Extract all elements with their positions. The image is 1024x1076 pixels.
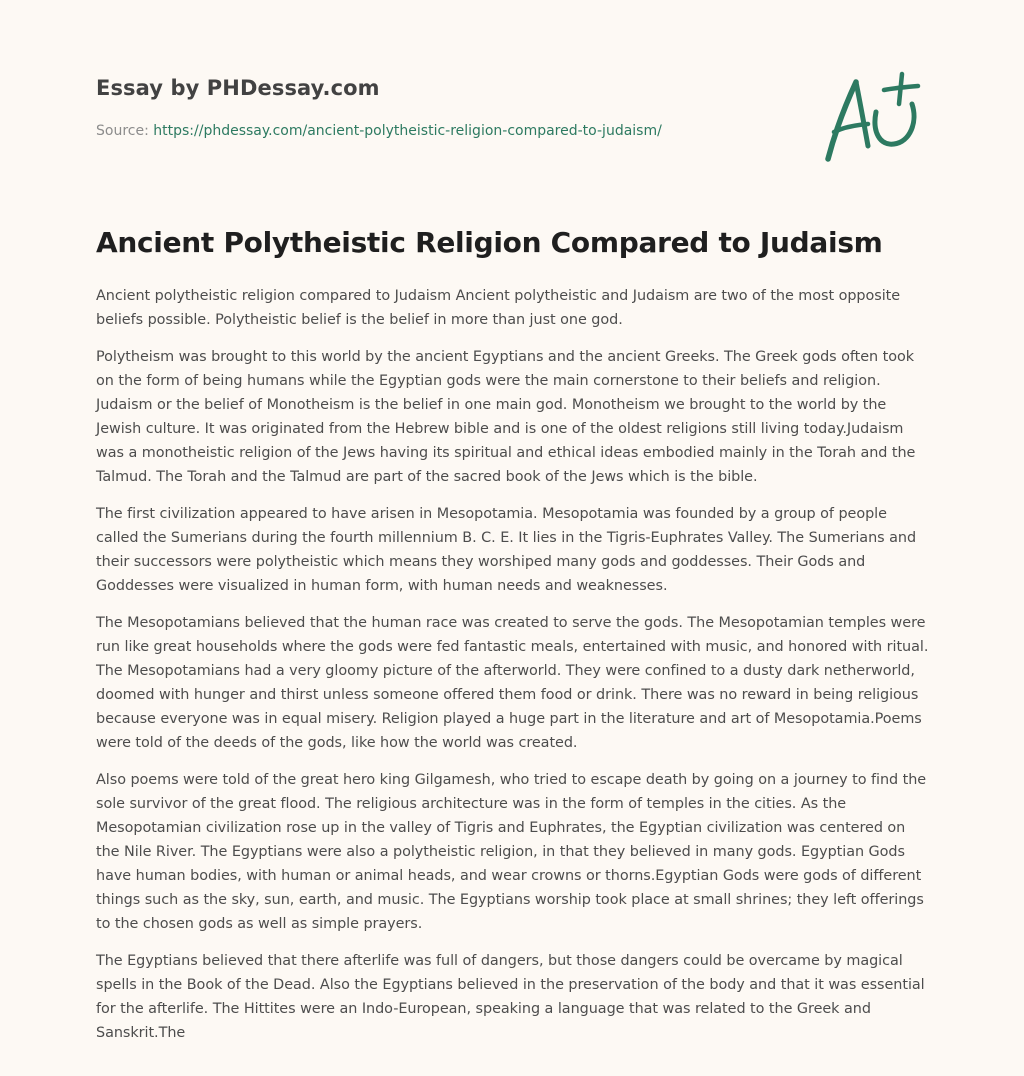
- essay-paragraph: The Mesopotamians believed that the human race was created to serve the gods. The Mesopotamian temples were run like great households where the gods were fed fantastic meals, entertained with music, and honored with ritual. The Mesopotamians had a very gloomy picture of the afterworld. They were confined to a dusty dark netherworld, doomed with hunger and thirst unless someone offered them food or drink. There was no reward in being religious because everyone was in equal misery. Religion played a huge part in the literature and art of Mesopotamia.Poems were told of the deeds of the gods, like how the world was created.: [96, 615, 929, 751]
- source-label: Source:: [96, 123, 149, 139]
- essay-paragraph: The first civilization appeared to have arisen in Mesopotamia. Mesopotamia was founded by a group of people called the Sumerians during the fourth millennium B. C. E. It lies in the Tigris-Euphrates Valley. The Sumerians and their successors were polytheistic which means they worshiped many gods and goddesses. Their Gods and Goddesses were visualized in human form, with human needs and weaknesses.: [96, 506, 917, 594]
- essay-title: Ancient Polytheistic Religion Compared to Judaism: [96, 226, 883, 259]
- essay-body: [96, 284, 930, 1058]
- essay-paragraph: Ancient polytheistic religion compared to Judaism Ancient polytheistic and Judaism are two of the most opposite beliefs possible. Polytheistic belief is the belief in more than just one god.: [96, 288, 901, 328]
- essay-paragraph: Also poems were told of the great hero king Gilgamesh, who tried to escape death by going on a journey to find the sole survivor of the great flood. The religious architecture was in the form of temples in the cities. As the Mesopotamian civilization rose up in the valley of Tigris and Euphrates, the Egyptian civilization was centered on the Nile River. The Egyptians were also a polytheistic religion, in that they believed in many gods. Egyptian Gods have human bodies, with human or animal heads, and wear crowns or thorns.Egyptian Gods were gods of different things such as the sky, sun, earth, and music. The Egyptians worship took place at small shrines; they left offerings to the chosen gods as well as simple prayers.: [96, 772, 927, 932]
- a-plus-icon: [820, 66, 930, 166]
- brand-name: Essay by PHDessay.com: [96, 76, 380, 100]
- essay-paragraph: Polytheism was brought to this world by the ancient Egyptians and the ancient Greeks. The Greek gods often took on the form of being humans while the Egyptian gods were the main cornerstone to their beliefs and religion. Judaism or the belief of Monotheism is the belief in one main god. Monotheism we brought to the world by the Jewish culture. It was originated from the Hebrew bible and is one of the oldest religions still living today.Judaism was a monotheistic religion of the Jews having its spiritual and ethical ideas embodied mainly in the Torah and the Talmud. The Torah and the Talmud are part of the sacred book of the Jews which is the bible.: [96, 349, 916, 485]
- essay-header: [96, 76, 736, 139]
- source-line: [96, 123, 736, 139]
- a-plus-logo-svg: [820, 66, 930, 166]
- essay-paragraph: The Egyptians believed that there afterlife was full of dangers, but those dangers could be overcame by magical spells in the Book of the Dead. Also the Egyptians believed in the preservation of the body and that it was essential for the afterlife. The Hittites were an Indo-European, speaking a language that was related to the Greek and Sanskrit.The: [96, 953, 925, 1041]
- source-link[interactable]: https://phdessay.com/ancient-polytheistic-religion-compared-to-judaism/: [153, 123, 662, 139]
